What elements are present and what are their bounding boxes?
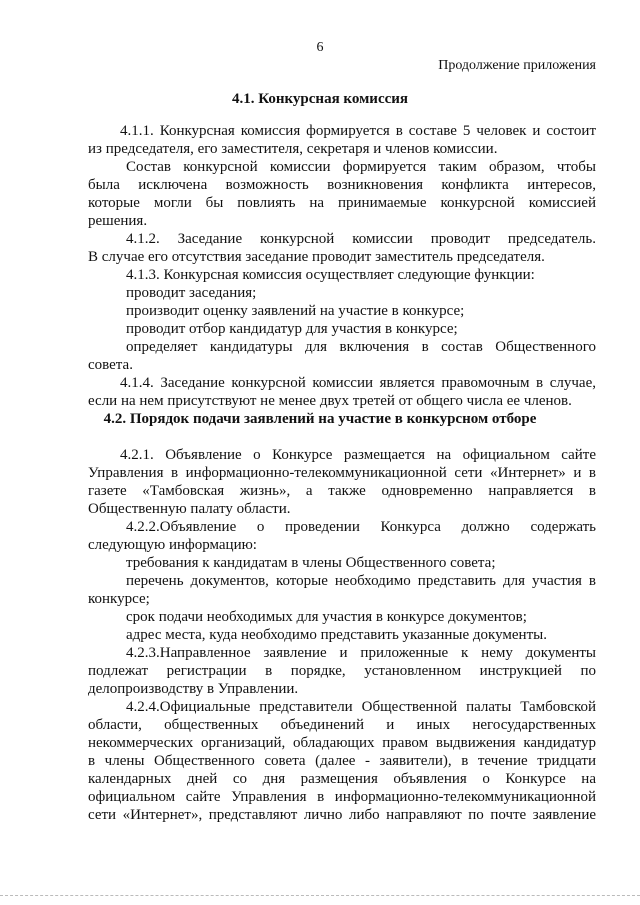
text-line: подлежат регистрации в порядке, установленном инструкцией по <box>88 663 596 679</box>
text-line: 4.1.3. Конкурсная комиссия осуществляет следующие функции: <box>126 267 535 283</box>
continuation-label: Продолжение приложения <box>438 58 596 73</box>
text-line: Состав конкурсной комиссии формируется таким образом, чтобы <box>126 159 596 175</box>
page-number: 6 <box>316 40 324 55</box>
text-line: совета. <box>88 357 133 373</box>
text-line: если на нем присутствуют не менее двух третей от общего числа ее членов. <box>88 393 572 409</box>
text-line: 4.1.2. Заседание конкурсной комиссии проводит председатель. <box>126 231 596 247</box>
text-line: сети «Интернет», представляют лично либо направляют по почте заявление <box>88 807 596 823</box>
text-line: решения. <box>88 213 148 229</box>
text-line: 4.2.1. Объявление о Конкурсе размещается на официальном сайте <box>120 447 596 463</box>
list-item: определяет кандидатуры для включения в состав Общественного <box>126 339 596 355</box>
text-line: следующую информацию: <box>88 537 257 553</box>
scan-edge-divider <box>0 895 640 896</box>
section-heading-4-2: 4.2. Порядок подачи заявлений на участие в конкурсном отборе <box>103 411 537 427</box>
text-line: которые могли бы повлиять на принимаемые конкурсной комиссией <box>88 195 596 211</box>
text-line: 4.2.2.Объявление о проведении Конкурса должно содержать <box>126 519 596 535</box>
text-line: Общественную палату области. <box>88 501 291 517</box>
list-item: проводит отбор кандидатур для участия в конкурсе; <box>126 321 458 337</box>
text-line: была исключена возможность возникновения конфликта интересов, <box>88 177 596 193</box>
section-4-1-body <box>88 122 596 410</box>
text-line: из председателя, его заместителя, секретаря и членов комиссии. <box>88 141 498 157</box>
list-item: проводит заседания; <box>126 285 257 301</box>
text-line: 4.2.4.Официальные представители Общественной палаты Тамбовской <box>126 699 596 715</box>
text-line: области, общественных объединений и иных негосударственных <box>88 717 596 733</box>
list-item: перечень документов, которые необходимо представить для участия в <box>126 573 596 589</box>
list-item: адрес места, куда необходимо представить указанные документы. <box>126 627 547 643</box>
section-heading-4-1: 4.1. Конкурсная комиссия <box>231 91 409 107</box>
list-item: требования к кандидатам в члены Общественного совета; <box>126 555 496 571</box>
text-line: делопроизводству в Управлении. <box>88 681 299 697</box>
text-line: 4.1.1. Конкурсная комиссия формируется в составе 5 человек и состоит <box>120 123 596 139</box>
text-line: некоммерческих организаций, обладающих правом выдвижения кандидатур <box>88 735 596 751</box>
text-line: календарных дней со дня размещения объявления о Конкурсе на <box>88 771 596 787</box>
text-line: официальном сайте Управления в информационно-телекоммуникационной <box>88 789 596 805</box>
text-line: В случае его отсутствия заседание проводит заместитель председателя. <box>88 249 545 265</box>
text-line: в члены Общественного совета (далее - заявители), в течение тридцати <box>88 753 596 769</box>
list-item: производит оценку заявлений на участие в конкурсе; <box>126 303 465 319</box>
text-line: 4.1.4. Заседание конкурсной комиссии является правомочным в случае, <box>120 375 596 391</box>
text-line: конкурсе; <box>88 591 150 607</box>
section-4-2-body <box>88 446 596 824</box>
text-line: газете «Тамбовская жизнь», а также одновременно направляется в <box>88 483 596 499</box>
list-item: срок подачи необходимых для участия в конкурсе документов; <box>126 609 527 625</box>
text-line: 4.2.3.Направленное заявление и приложенные к нему документы <box>126 645 596 661</box>
text-line: Управления в информационно-телекоммуникационной сети «Интернет» и в <box>88 465 596 481</box>
